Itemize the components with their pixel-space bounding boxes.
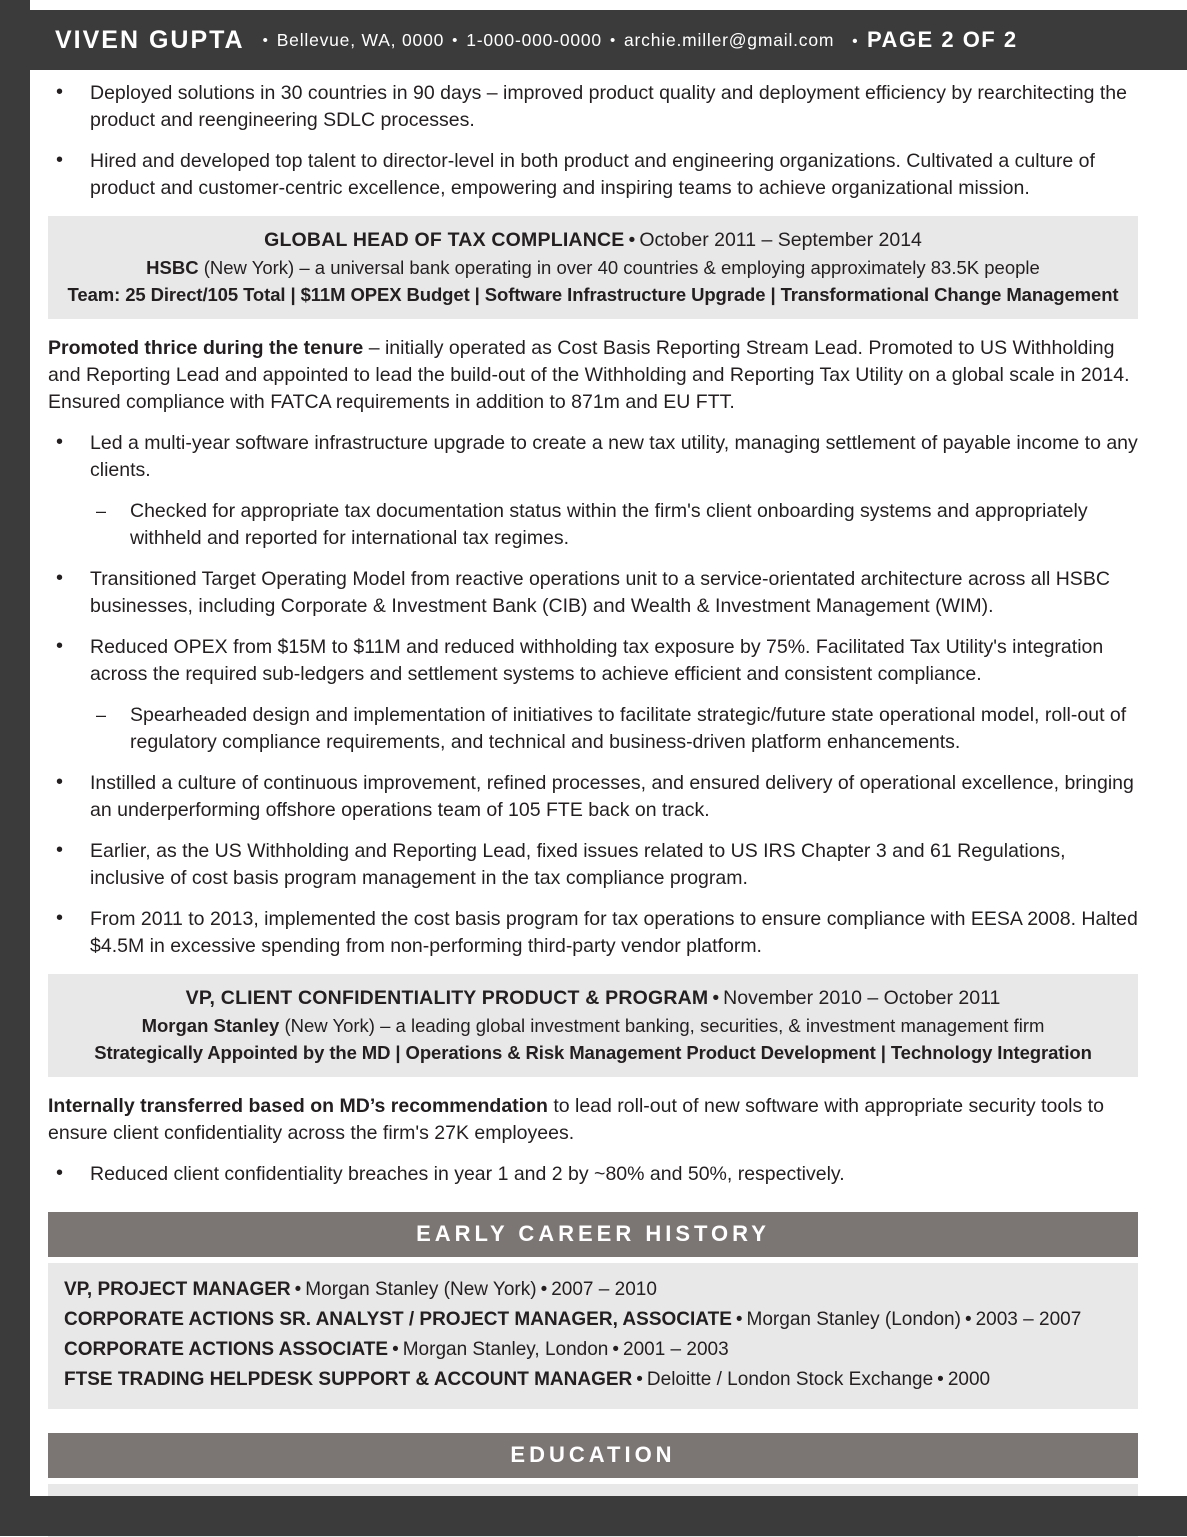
early-years: 2007 – 2010 (551, 1279, 657, 1300)
list-item: • Led a multi-year software infrastructure upgrade to create a new tax utility, managing settlement of payable income to any clients. (48, 430, 1138, 484)
early-years: 2000 (947, 1369, 991, 1390)
page-header (30, 10, 1187, 70)
section-heading-education: EDUCATION (48, 1433, 1138, 1478)
header-separator-1: • (262, 32, 269, 50)
job-title-line (62, 226, 1124, 254)
job-tags: Strategically Appointed by the MD | Operations & Risk Management Product Development | Technology Integration (94, 1042, 1092, 1063)
early-role: CORPORATE ACTIONS SR. ANALYST / PROJECT MANAGER, ASSOCIATE (64, 1309, 732, 1330)
job-title-separator: • (628, 229, 636, 251)
job-summary-lead: Internally transferred based on MD’s recommendation (48, 1095, 548, 1117)
header-phone: 1-000-000-0000 (466, 29, 602, 50)
list-item: • Transitioned Target Operating Model from reactive operations unit to a service-orientated architecture across all HSBC businesses, including Corporate & Investment Bank (CIB) and Wealth & Investment Management (WIM). (48, 566, 1138, 620)
resume-content (48, 80, 1138, 1537)
list-item: • From 2011 to 2013, implemented the cost basis program for tax operations to ensure compliance with EESA 2008. Halted $4.5M in excessive spending from non-performing third-party vendor platform. (48, 906, 1138, 960)
job-company-detail: (New York) – a leading global investment banking, securities, & investment management firm (284, 1015, 1045, 1036)
job-title: VP, CLIENT CONFIDENTIALITY PRODUCT & PROGRAM (185, 987, 709, 1009)
job-summary-lead: Promoted thrice during the tenure (48, 337, 364, 359)
list-item: • Hired and developed top talent to director-level in both product and engineering organizations. Cultivated a culture of product and customer-centric excellence, empowering and inspiring teams to achieve organizational mission. (48, 148, 1138, 202)
job-tags: Team: 25 Direct/105 Total | $11M OPEX Budget | Software Infrastructure Upgrade | Transformational Change Management (67, 284, 1119, 305)
early-career-list (48, 1263, 1138, 1409)
early-role: VP, PROJECT MANAGER (64, 1279, 291, 1300)
early-separator: • (636, 1369, 643, 1390)
job-title-separator: • (712, 987, 720, 1009)
early-role: CORPORATE ACTIONS ASSOCIATE (64, 1339, 389, 1360)
header-contact (255, 30, 835, 51)
left-spine-decoration (0, 0, 30, 1536)
job-summary-text: to lead roll-out of new software with appropriate security tools to ensure client confidentiality across the firm's 27K employees. (48, 1095, 1104, 1144)
header-email: archie.miller@gmail.com (624, 29, 835, 50)
early-detail: Morgan Stanley (London) (746, 1309, 961, 1330)
job-bullet-list-hsbc (48, 430, 1138, 960)
early-separator: • (612, 1339, 620, 1360)
early-separator: • (392, 1339, 399, 1360)
list-item (64, 1305, 1122, 1335)
job-company: Morgan Stanley (141, 1015, 280, 1036)
list-item: • Reduced OPEX from $15M to $11M and reduced withholding tax exposure by 75%. Facilitated Tax Utility's integration across the required sub-ledgers and settlement systems to achieve efficient and consistent compliance. (48, 634, 1138, 688)
header-location: Bellevue, WA, 0000 (276, 29, 445, 50)
header-separator-3: • (609, 32, 617, 50)
page-footer-bar (30, 1496, 1187, 1536)
job-title: GLOBAL HEAD OF TAX COMPLIANCE (264, 229, 625, 251)
list-item (64, 1335, 1122, 1365)
list-item: • Reduced client confidentiality breaches in year 1 and 2 by ~80% and 50%, respectively. (48, 1161, 1138, 1188)
header-name: VIVEN GUPTA (55, 25, 245, 54)
job-header-hsbc (48, 216, 1138, 319)
top-bullet-list (48, 80, 1138, 202)
list-item (64, 1275, 1122, 1305)
early-separator: • (735, 1309, 743, 1330)
job-company-line (62, 254, 1124, 281)
header-separator-4: • (852, 32, 860, 50)
list-item: • Earlier, as the US Withholding and Reporting Lead, fixed issues related to US IRS Chapter 3 and 61 Regulations, inclusive of cost basis program management in the tax compliance program. (48, 838, 1138, 892)
job-dates: November 2010 – October 2011 (723, 987, 1001, 1009)
early-years: 2001 – 2003 (623, 1339, 729, 1360)
list-item: – Checked for appropriate tax documentation status within the firm's client onboarding systems and appropriately withheld and reported for international tax regimes. (48, 498, 1138, 552)
early-separator: • (964, 1309, 972, 1330)
job-company-detail: (New York) – a universal bank operating in over 40 countries & employing approximately 83.5K people (203, 257, 1040, 278)
early-role: FTSE TRADING HELPDESK SUPPORT & ACCOUNT MANAGER (64, 1369, 633, 1390)
job-title-line (62, 984, 1124, 1012)
list-item (64, 1365, 1122, 1395)
early-years: 2003 – 2007 (975, 1309, 1082, 1330)
early-separator: • (540, 1279, 548, 1300)
job-company: HSBC (146, 257, 199, 278)
early-separator: • (937, 1369, 944, 1390)
list-item: • Instilled a culture of continuous improvement, refined processes, and ensured delivery of operational excellence, bringing an underperforming offshore operations team of 105 FTE back on track. (48, 770, 1138, 824)
job-summary-morgan-stanley (48, 1093, 1138, 1147)
section-heading-early-career: EARLY CAREER HISTORY (48, 1212, 1138, 1257)
header-page-number (844, 27, 1017, 53)
early-detail: Deloitte / London Stock Exchange (646, 1369, 934, 1390)
early-detail: Morgan Stanley, London (402, 1339, 609, 1360)
job-summary-hsbc (48, 335, 1138, 416)
header-page-label: PAGE 2 OF 2 (867, 27, 1018, 52)
job-bullet-list-morgan-stanley (48, 1161, 1138, 1188)
list-item: • Deployed solutions in 30 countries in 90 days – improved product quality and deployment efficiency by rearchitecting the product and reengineering SDLC processes. (48, 80, 1138, 134)
early-detail: Morgan Stanley (New York) (305, 1279, 537, 1300)
job-header-morgan-stanley (48, 974, 1138, 1077)
early-separator: • (294, 1279, 302, 1300)
job-dates: October 2011 – September 2014 (639, 229, 922, 251)
job-company-line (62, 1012, 1124, 1039)
list-item: – Spearheaded design and implementation of initiatives to facilitate strategic/future state operational model, roll-out of regulatory compliance requirements, and technical and business-driven platform enhancements. (48, 702, 1138, 756)
header-separator-2: • (452, 32, 459, 50)
job-summary-text: – initially operated as Cost Basis Reporting Stream Lead. Promoted to US Withholding and Reporting Lead and appointed to lead the build-out of the Withholding and Reporting Tax Utility on a global scale in 2014. Ensured compliance with FATCA requirements in addition to 871m and EU FTT. (48, 337, 1130, 413)
